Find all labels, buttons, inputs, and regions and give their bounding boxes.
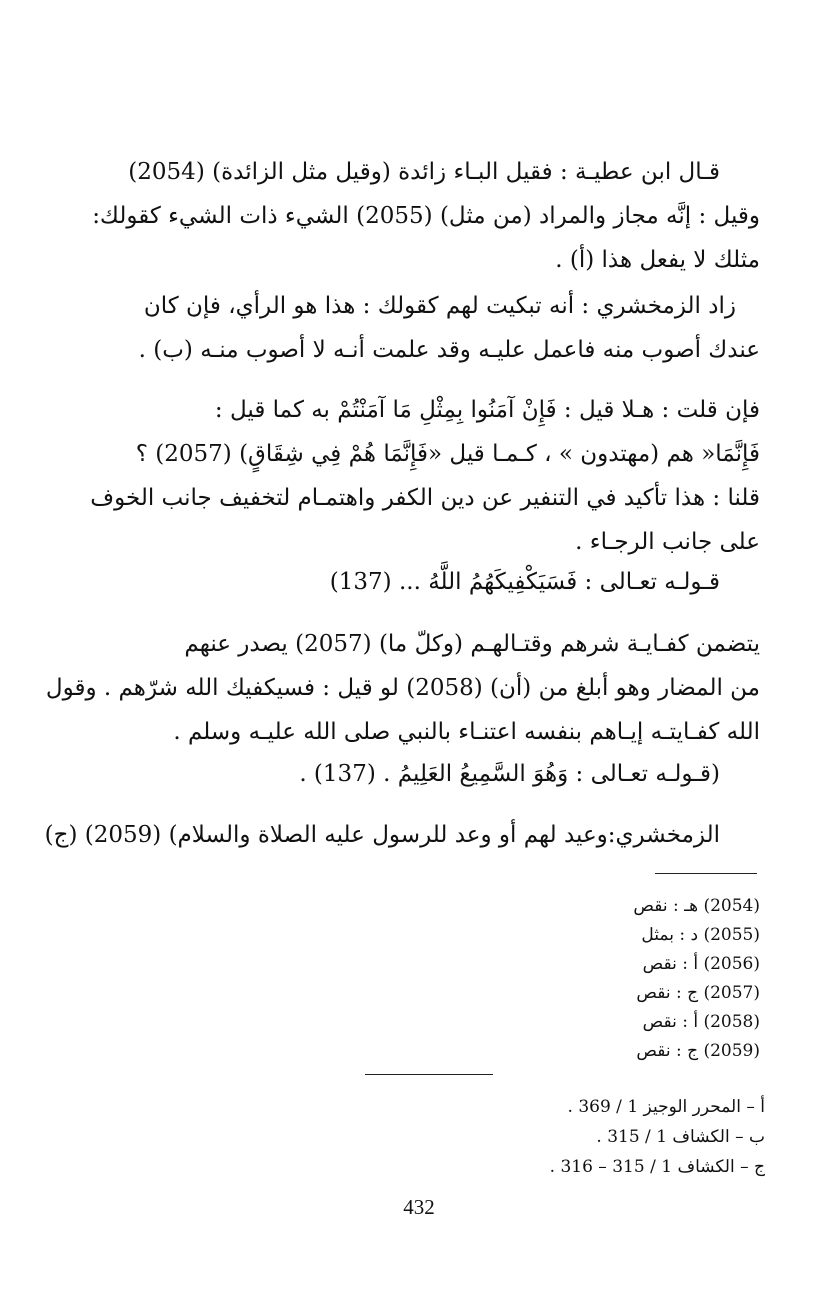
text-line: يتضمن كفـايـة شرهم وقتـالهـم (وكلّ ما) (2057) يصدر عنهم <box>184 631 760 657</box>
verse-line: قـولـه تعـالى : فَسَيَكْفِيكَهُمُ اللَّهُ ... (137) <box>329 569 720 595</box>
text-line: فَإِنَّمَا« هم (مهتدون » ، كـمـا قيل «فَإِنَّمَا هُمْ فِي شِقَاقٍ) (2057) ؟ <box>135 441 760 467</box>
verse-line: (قـولـه تعـالى : وَهُوَ السَّمِيعُ العَلِيمُ . (137) . <box>299 761 720 787</box>
paragraph-sufficiency <box>45 622 760 754</box>
text-line: زاد الزمخشري : أنه تبكيت لهم كقولك : هذا هو الرأي، فإن كان <box>143 293 736 319</box>
text-line: عندك أصوب منه فاعمل عليـه وقد علمت أنـه لا أصوب منـه (ب) . <box>138 337 760 363</box>
text-line: وقيل : إنَّه مجاز والمراد (من مثل) (2055) الشيء ذات الشيء كقولك: <box>92 203 760 229</box>
text-line: الزمخشري:وعيد لهم أو وعد للرسول عليه الصلاة والسلام) (2059) (ج) <box>44 822 720 848</box>
text-line: فإن قلت : هـلا قيل : فَإِنْ آمَنُوا بِمِثْلِ مَا آمَنْتُمْ به كما قيل : <box>214 397 760 423</box>
reference-item: ب – الكشاف 1 / 315 . <box>596 1127 765 1147</box>
paragraph-question-answer <box>90 388 760 564</box>
reference-item: أ – المحرر الوجيز 1 / 369 . <box>567 1097 765 1117</box>
text-line: قلنا : هذا تأكيد في التنفير عن دين الكفر واهتمـام لتخفيف جانب الخوف <box>90 485 760 511</box>
variant-note: (2056) أ : نقص <box>642 954 760 974</box>
page-number: 432 <box>403 1195 435 1219</box>
manuscript-variant-notes <box>560 892 760 1066</box>
paragraph-zamakhshari-addition <box>95 284 760 372</box>
variant-note: (2058) أ : نقص <box>642 1012 760 1032</box>
verse-heading-137b <box>95 752 760 796</box>
text-line: على جانب الرجـاء . <box>575 529 760 555</box>
source-references <box>380 1092 765 1182</box>
variant-note: (2059) ج : نقص <box>636 1041 760 1061</box>
text-line: قـال ابن عطيـة : فقيل البـاء زائدة (وقيل مثل الزائدة) (2054) <box>128 159 720 185</box>
paragraph-ibn-atiyya <box>92 150 760 282</box>
text-line: من المضار وهو أبلغ من (أن) (2058) لو قيل : فسيكفيك الله شرّهم . وقول <box>45 675 760 701</box>
reference-item: ج – الكشاف 1 / 315 – 316 . <box>549 1157 765 1177</box>
variant-note: (2055) د : بمثل <box>641 925 760 945</box>
footnote-divider <box>655 873 757 874</box>
references-divider <box>365 1074 493 1075</box>
text-line: مثلك لا يفعل هذا (أ) . <box>555 247 760 273</box>
text-line: الله كفـايتـه إيـاهم بنفسه اعتنـاء بالنبي صلى الله عليـه وسلم . <box>173 719 760 745</box>
paragraph-zamakhshari-threat <box>44 813 760 857</box>
verse-heading-137a <box>95 560 760 604</box>
variant-note: (2057) ج : نقص <box>636 983 760 1003</box>
variant-note: (2054) هـ : نقص <box>633 896 760 916</box>
